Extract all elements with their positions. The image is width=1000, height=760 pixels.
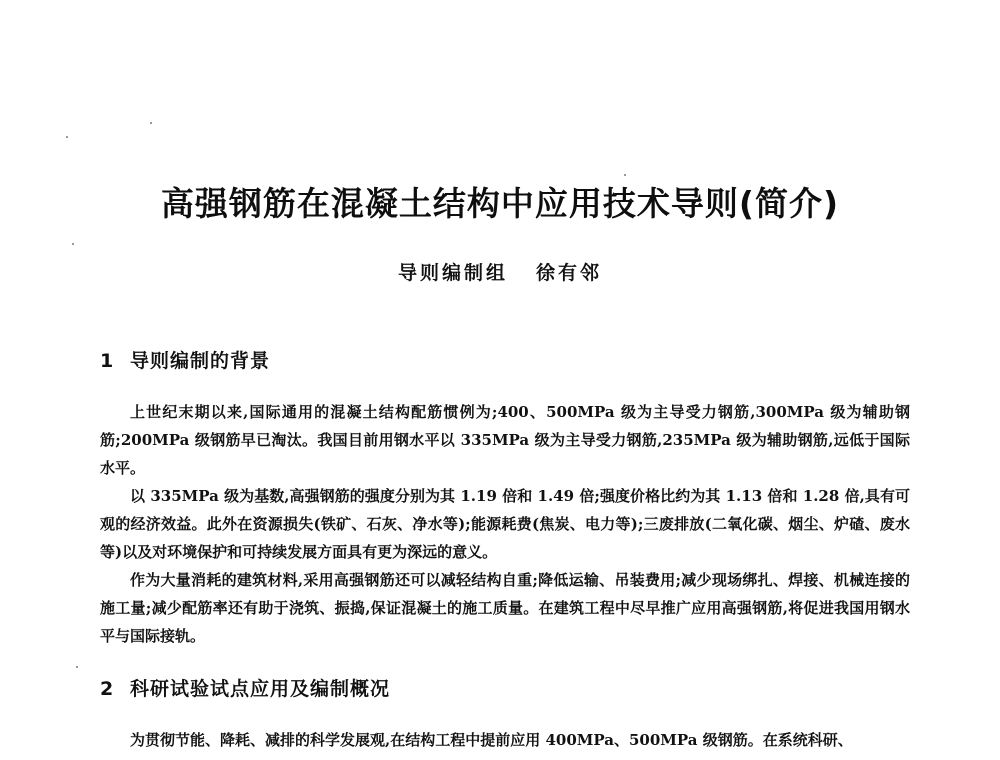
section-title: 科研试验试点应用及编制概况: [130, 678, 391, 700]
section-number: 1: [100, 350, 115, 372]
paragraph: 上世纪末期以来,国际通用的混凝土结构配筋惯例为;400、500MPa 级为主导受力钢筋,300MPa 级为辅助钢筋;200MPa 级钢筋早已淘汰。我国目前用钢水平以 335MPa 级为主导受力钢筋,235MPa 级为辅助钢筋,远低于国际水平。: [100, 403, 910, 477]
author-name: 徐有邻: [536, 262, 603, 284]
section-number: 2: [100, 678, 115, 700]
paragraph: 作为大量消耗的建筑材料,采用高强钢筋还可以减轻结构自重;降低运输、吊装费用;减少现场绑扎、焊接、机械连接的施工量;减少配筋率还有助于浇筑、振捣,保证混凝土的施工质量。在建筑工程中尽早推广应用高强钢筋,将促进我国用钢水平与国际接轨。: [100, 571, 910, 645]
scan-speck: [150, 122, 152, 124]
section-title: 导则编制的背景: [130, 350, 271, 372]
section-heading: [100, 674, 390, 701]
section-heading: [100, 346, 270, 373]
author-line: [0, 258, 1000, 285]
scan-speck: [76, 666, 78, 668]
paragraph: 为贯彻节能、降耗、减排的科学发展观,在结构工程中提前应用 400MPa、500MPa 级钢筋。在系统科研、: [130, 731, 853, 749]
scan-speck: [624, 174, 626, 176]
author-group: 导则编制组: [397, 262, 508, 284]
paragraph: 以 335MPa 级为基数,高强钢筋的强度分别为其 1.19 倍和 1.49 倍;强度价格比约为其 1.13 倍和 1.28 倍,具有可观的经济效益。此外在资源损失(铁矿、石灰、净水等);能源耗费(焦炭、电力等);三废排放(二氧化碳、烟尘、炉碴、废水等)以及对环境保护和可持续发展方面具有更为深远的意义。: [100, 487, 910, 561]
document-title: 高强钢筋在混凝土结构中应用技术导则(简介): [160, 184, 840, 223]
scan-speck: [72, 243, 74, 245]
scan-speck: [66, 136, 68, 138]
